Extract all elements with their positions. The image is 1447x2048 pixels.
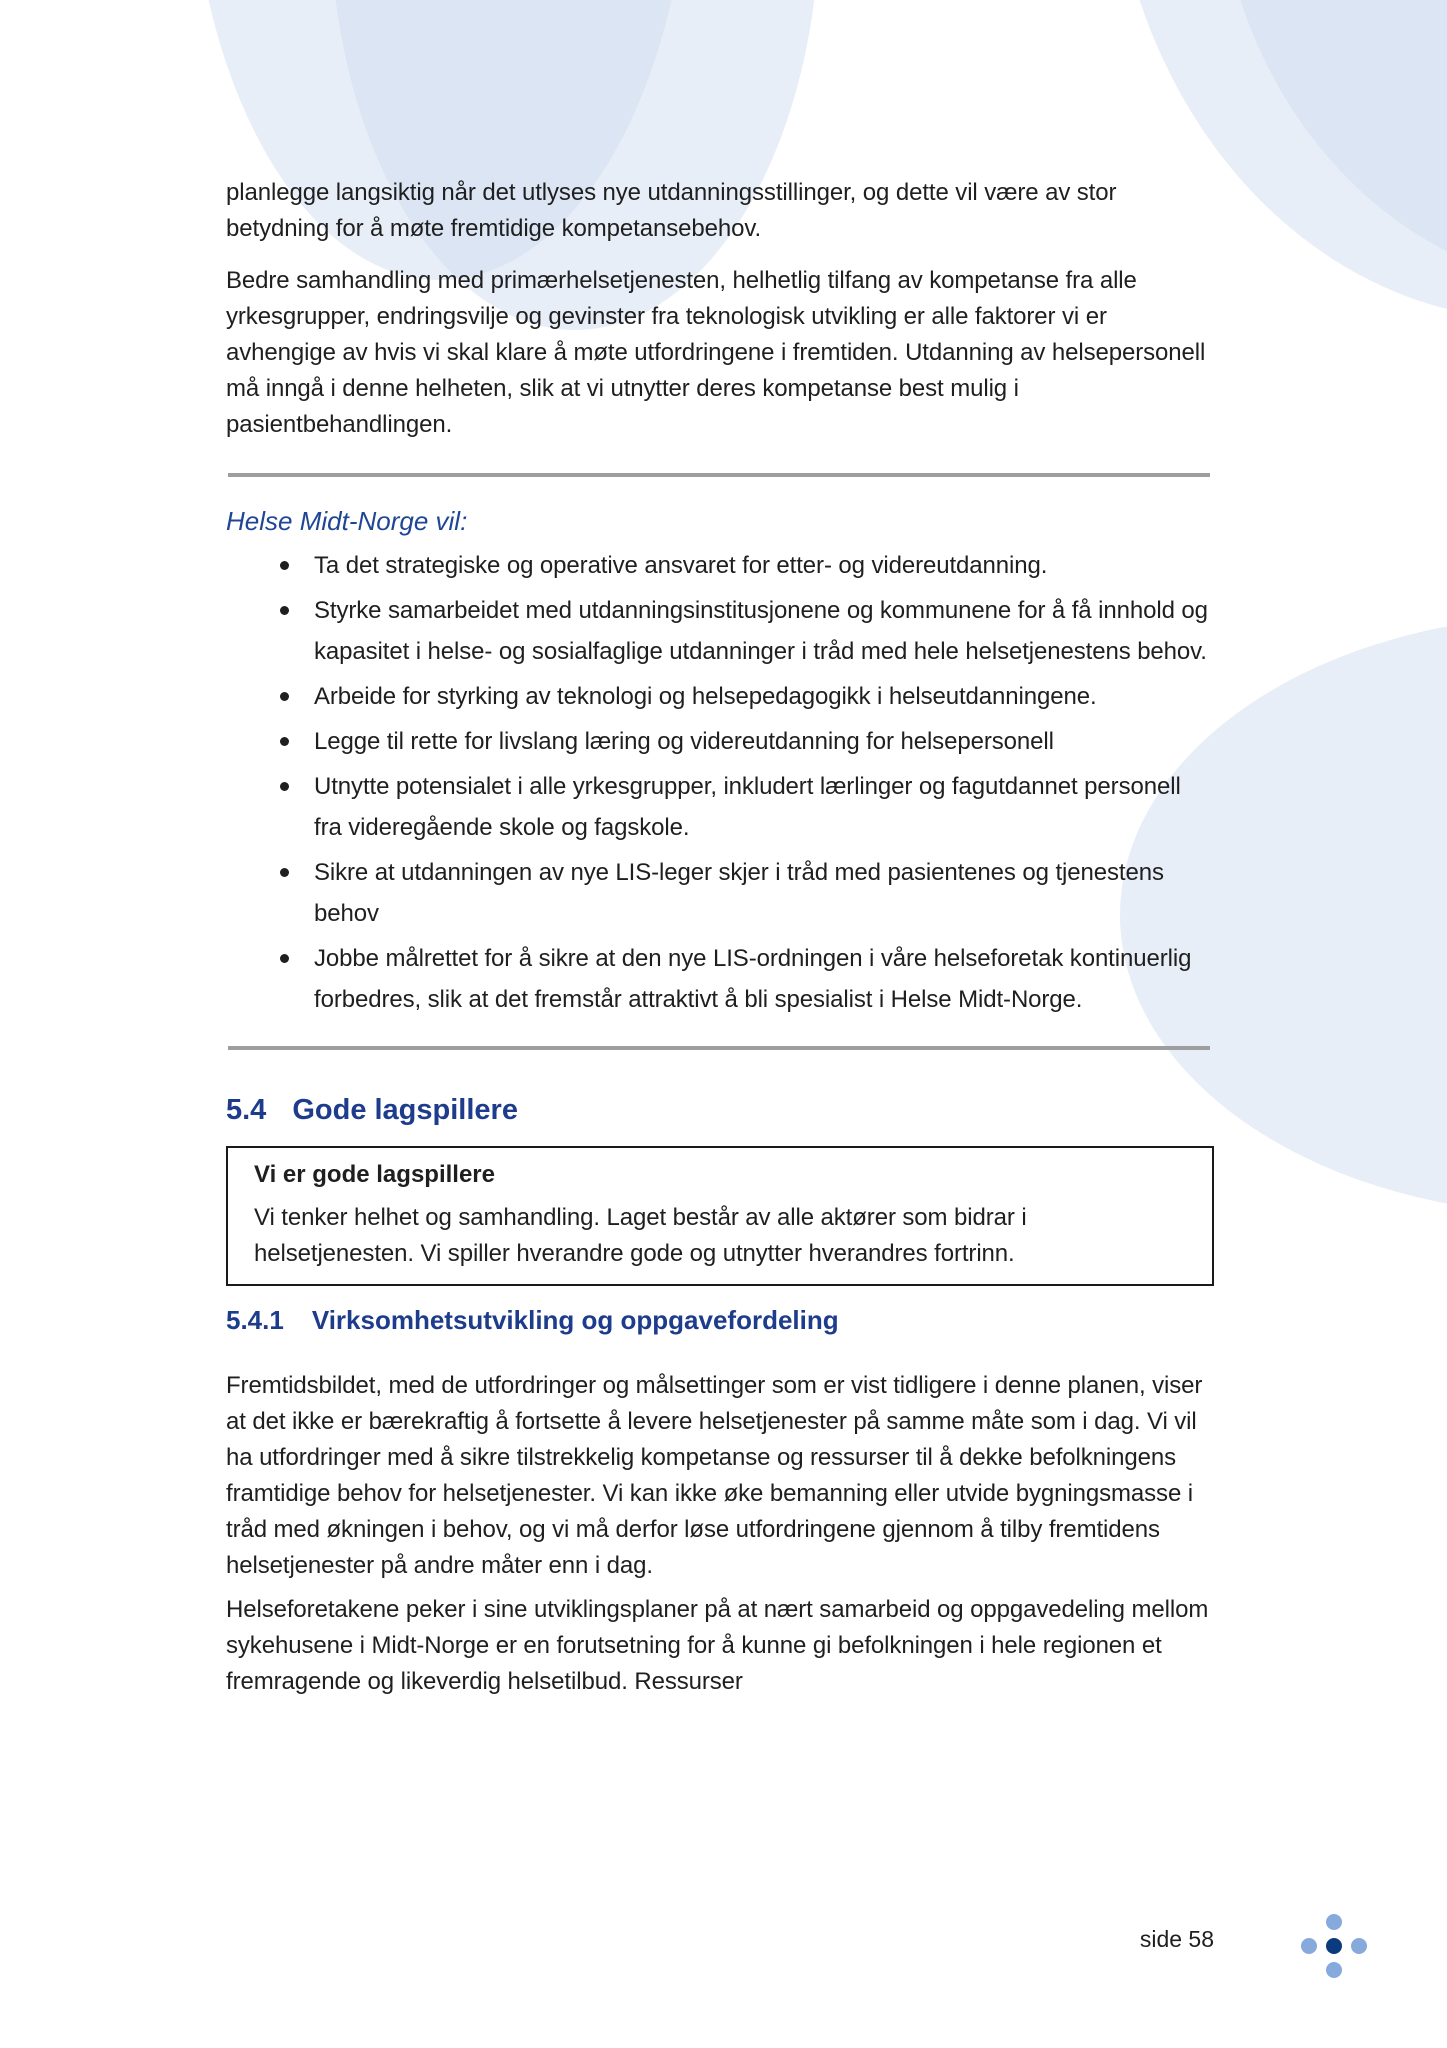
bullet-item-text: Utnytte potensialet i alle yrkesgrupper, inkludert lærlinger og fagutdannet personell fra videregående skole og fagskole. <box>314 773 1181 841</box>
separator-line-bottom <box>228 1046 1210 1050</box>
bullet-dot-icon <box>280 692 289 701</box>
value-statement-body: Vi tenker helhet og samhandling. Laget består av alle aktører som bidrar i helsetjenesten. Vi spiller hverandre gode og utnytter hverandres fortrinn. <box>254 1204 1027 1267</box>
value-statement-box <box>226 1146 1214 1286</box>
bullet-dot-icon <box>280 561 289 570</box>
bullet-dot-icon <box>280 954 289 963</box>
bullet-list-item <box>280 676 1214 717</box>
bullet-item-text: Arbeide for styrking av teknologi og helsepedagogikk i helseutdanningene. <box>314 683 1097 710</box>
bullet-item-text: Ta det strategiske og operative ansvaret for etter- og videreutdanning. <box>314 552 1048 579</box>
intro-paragraph-1: planlegge langsiktig når det utlyses nye utdanningsstillinger, og dette vil være av stor betydning for å møte fremtidige kompetansebehov. <box>226 179 1117 242</box>
separator-line-top <box>228 473 1210 477</box>
bullet-list <box>280 545 1214 1020</box>
value-statement-title: Vi er gode lagspillere <box>254 1161 495 1188</box>
bullet-dot-icon <box>280 737 289 746</box>
subsection-title: Virksomhetsutvikling og oppgavefordeling <box>311 1305 839 1335</box>
page-content <box>226 175 1214 1700</box>
subsection-number: 5.4.1 <box>226 1305 284 1335</box>
section-number: 5.4 <box>226 1094 267 1126</box>
logo-dot-top <box>1326 1914 1342 1930</box>
bullet-dot-icon <box>280 868 289 877</box>
bullet-list-item <box>280 766 1214 848</box>
bullet-dot-icon <box>280 606 289 615</box>
bullet-dot-icon <box>280 782 289 791</box>
logo-dot-left <box>1301 1938 1317 1954</box>
bullet-list-item <box>280 852 1214 934</box>
logo-dot-center <box>1326 1938 1342 1954</box>
logo-dot-bottom <box>1326 1962 1342 1978</box>
section-title: Gode lagspillere <box>292 1094 518 1126</box>
subsection-paragraph-1: Fremtidsbildet, med de utfordringer og målsettinger som er vist tidligere i denne planen, viser at det ikke er bærekraftig å fortsette å levere helsetjenester på samme måte som i dag. Vi vil ha utfordringer med å sikre tilstrekkelig kompetanse og ressurser til å dekke befolkningens framtidige behov for helsetjenester. Vi kan ikke øke bemanning eller utvide bygningsmasse i tråd med økningen i behov, og vi må derfor løse utfordringene gjennom å tilby fremtidens helsetjenester på andre måter enn i dag. <box>226 1372 1203 1579</box>
logo-dot-right <box>1351 1938 1367 1954</box>
bullet-list-item <box>280 938 1214 1020</box>
page-number-label: side 58 <box>1139 1926 1214 1952</box>
bullet-item-text: Styrke samarbeidet med utdanningsinstitusjonene og kommunene for å få innhold og kapasitet i helse- og sosialfaglige utdanninger i tråd med hele helsetjenestens behov. <box>314 597 1208 665</box>
bullet-list-item <box>280 590 1214 672</box>
bullet-item-text: Legge til rette for livslang læring og videreutdanning for helsepersonell <box>314 728 1054 755</box>
lead-in-heading: Helse Midt-Norge vil: <box>226 506 468 536</box>
bullet-item-text: Jobbe målrettet for å sikre at den nye LIS-ordningen i våre helseforetak kontinuerlig forbedres, slik at det fremstår attraktivt å bli spesialist i Helse Midt-Norge. <box>314 945 1192 1013</box>
section-heading-5-4 <box>226 1090 1214 1130</box>
subsection-heading-5-4-1 <box>226 1302 1214 1338</box>
subsection-paragraph-2: Helseforetakene peker i sine utviklingsplaner på at nært samarbeid og oppgavedeling mellom sykehusene i Midt-Norge er en forutsetning for å kunne gi befolkningen i hele regionen et fremragende og likeverdig helsetilbud. Ressurser <box>226 1596 1209 1695</box>
helse-midt-norge-logo-icon <box>1301 1914 1367 1980</box>
bullet-list-item <box>280 721 1214 762</box>
bullet-item-text: Sikre at utdanningen av nye LIS-leger skjer i tråd med pasientenes og tjenestens behov <box>314 859 1164 927</box>
bullet-list-item <box>280 545 1214 586</box>
intro-paragraph-2: Bedre samhandling med primærhelsetjenesten, helhetlig tilfang av kompetanse fra alle yrkesgrupper, endringsvilje og gevinster fra teknologisk utvikling er alle faktorer vi er avhengige av hvis vi skal klare å møte utfordringene i fremtiden. Utdanning av helsepersonell må inngå i denne helheten, slik at vi utnytter deres kompetanse best mulig i pasientbehandlingen. <box>226 267 1206 438</box>
